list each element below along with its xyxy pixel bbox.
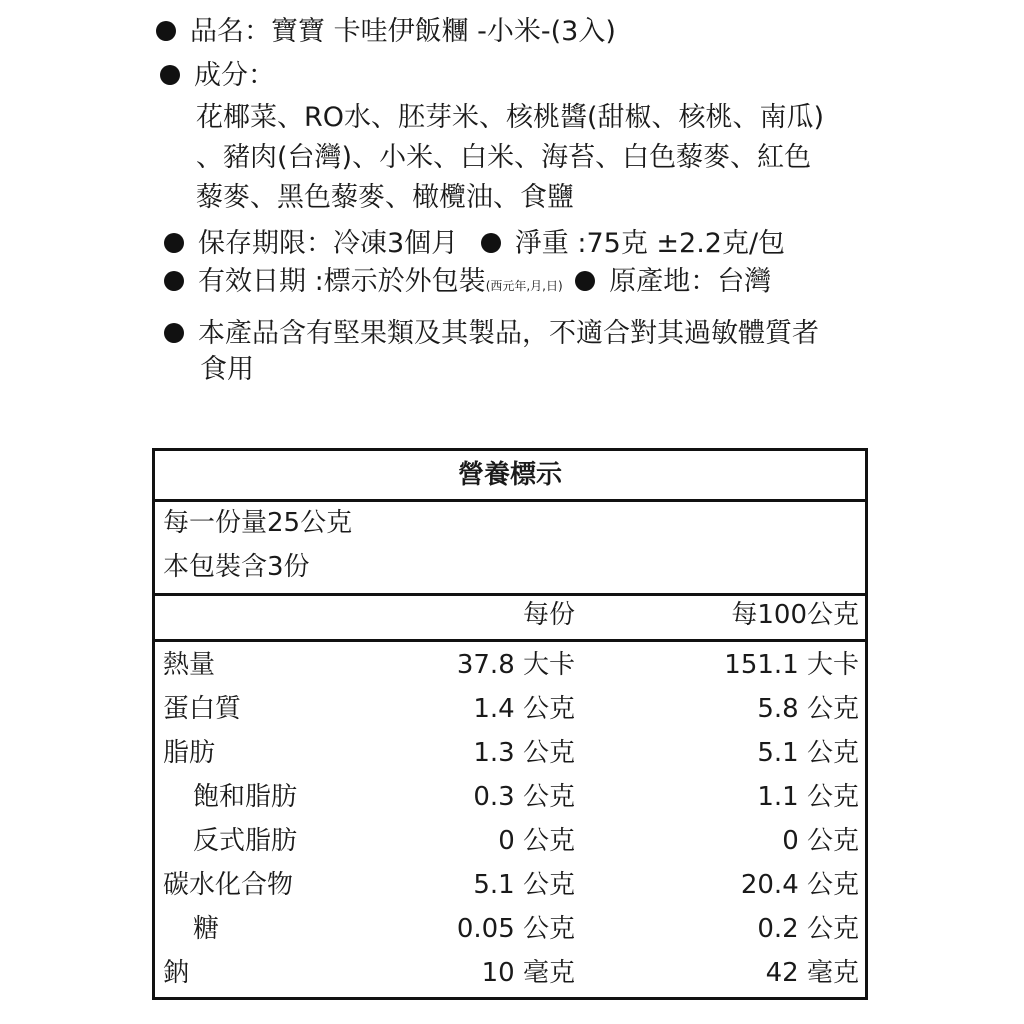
servings-per-pack: 本包裝含3份: [163, 552, 310, 582]
bullet-icon: [160, 65, 180, 85]
nutrient-per-serving: 0.05 公克: [456, 914, 575, 944]
nutrient-per-100g: 0 公克: [782, 826, 859, 856]
allergy-line-2: 食用: [200, 354, 254, 385]
nutrient-per-serving: 37.8 大卡: [456, 650, 575, 680]
nutrient-per-serving: 0 公克: [498, 826, 575, 856]
allergy-text: 本產品含有堅果類及其製品，不適合對其過敏體質者: [198, 318, 819, 349]
divider: [155, 499, 865, 502]
ingredients-line-1: 花椰菜、RO水、胚芽米、核桃醬(甜椒、核桃、南瓜): [196, 102, 825, 133]
product-name-line: [156, 14, 616, 50]
nutrient-per-100g: 1.1 公克: [757, 782, 859, 812]
header-per-100g: 每100公克: [731, 600, 859, 630]
nutrient-per-100g: 0.2 公克: [757, 914, 859, 944]
shelf-life: 保存期限：冷凍3個月: [198, 228, 459, 259]
nutrient-name: 熱量: [163, 650, 216, 680]
nutrient-per-100g: 5.8 公克: [757, 694, 859, 724]
nutrient-name: 飽和脂肪: [193, 782, 298, 812]
nutrient-name: 反式脂肪: [193, 826, 298, 856]
divider: [155, 593, 865, 596]
bullet-icon: [156, 21, 176, 41]
ingredients-label: 成分：: [194, 60, 275, 91]
bullet-icon: [164, 271, 184, 291]
bullet-icon: [164, 233, 184, 253]
divider: [155, 639, 865, 642]
net-weight: 淨重 :75克 ±2.2克/包: [514, 228, 786, 259]
nutrient-name: 鈉: [163, 958, 190, 988]
allergy-line: [164, 316, 819, 352]
nutrient-per-serving: 0.3 公克: [473, 782, 575, 812]
nutrient-per-serving: 1.4 公克: [473, 694, 575, 724]
nutrient-per-100g: 20.4 公克: [740, 870, 859, 900]
nutrient-per-100g: 151.1 大卡: [724, 650, 859, 680]
nutrient-per-100g: 5.1 公克: [757, 738, 859, 768]
ingredients-line-3: 藜麥、黑色藜麥、橄欖油、食鹽: [196, 182, 574, 213]
nutrient-name: 脂肪: [163, 738, 216, 768]
expiry-origin-line: [164, 264, 771, 304]
nutrition-title: 營養標示: [457, 460, 562, 490]
nutrient-per-serving: 5.1 公克: [473, 870, 575, 900]
product-name: 品名：寶寶 卡哇伊飯糰 -小米-(3入): [190, 16, 616, 47]
shelf-weight-line: [164, 226, 785, 262]
nutrition-table: [152, 448, 868, 1000]
nutrient-name: 蛋白質: [163, 694, 242, 724]
bullet-icon: [164, 323, 184, 343]
nutrient-name: 糖: [193, 914, 220, 944]
expiry-note: (西元年,月,日): [485, 279, 563, 293]
ingredients-heading-line: [160, 58, 275, 94]
bullet-icon: [481, 233, 501, 253]
nutrient-per-serving: 10 毫克: [481, 958, 575, 988]
serving-size: 每一份量25公克: [163, 508, 353, 538]
expiry-label: 有效日期 :標示於外包裝: [198, 266, 486, 297]
header-per-serving: 每份: [522, 600, 575, 630]
nutrient-name: 碳水化合物: [163, 870, 294, 900]
bullet-icon: [575, 271, 595, 291]
ingredients-line-2: 、豬肉(台灣)、小米、白米、海苔、白色藜麥、紅色: [196, 142, 812, 173]
nutrient-per-100g: 42 毫克: [765, 958, 859, 988]
origin: 原產地：台灣: [609, 266, 772, 297]
nutrient-per-serving: 1.3 公克: [473, 738, 575, 768]
